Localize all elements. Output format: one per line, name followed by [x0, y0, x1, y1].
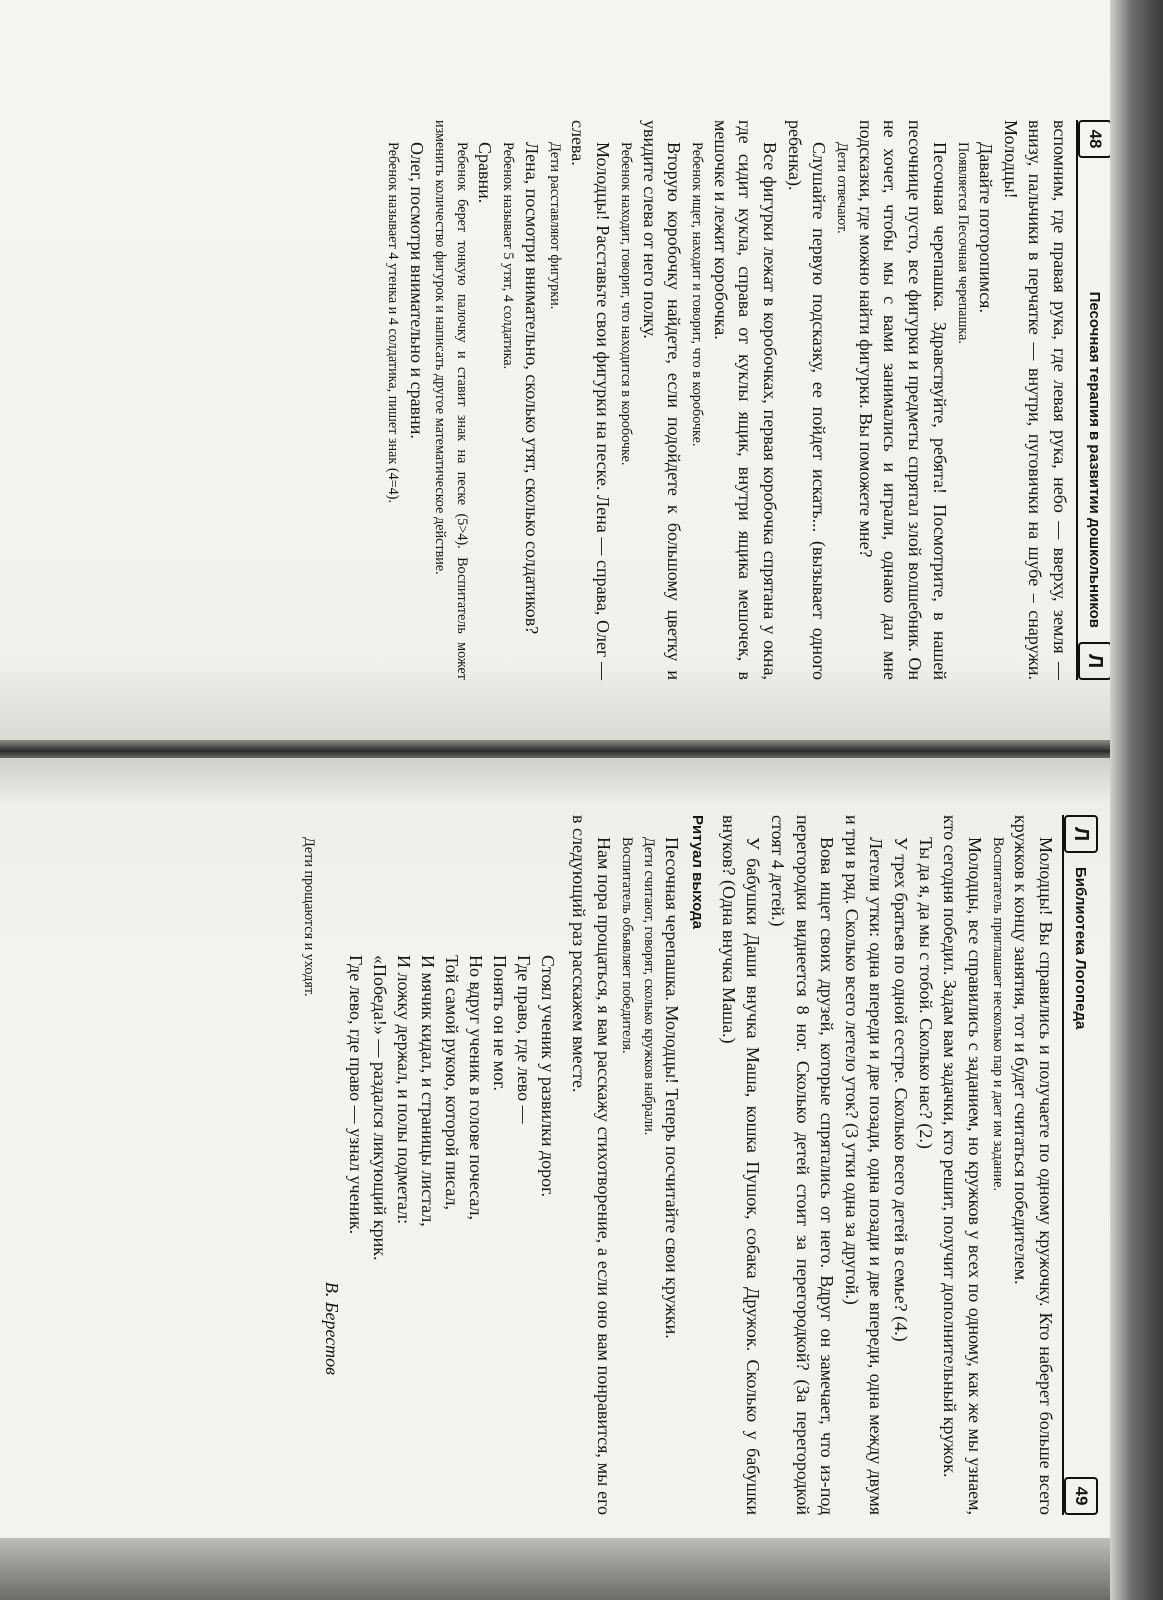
- stage-direction: Ребенок называет 5 утят, 4 солдатика.: [500, 142, 517, 370]
- poem-line: И ложку держал, и полы подметал:: [394, 955, 415, 1225]
- paragraph: вспомним, где правая рука, где левая рука, небо — вверху, земля — внизу, пальчики в перчатке — внутри, пуговички на шубе – снаружи. Молодцы!: [1000, 120, 1070, 680]
- poem-line: Где право, где лево —: [514, 955, 535, 1124]
- stage-direction: Дети прощаются и уходят.: [300, 837, 317, 997]
- paragraph: Молодцы! Вы справились и получаете по одному кружочку. Кто наберет больше всего кружков к концу занятия, тот и будет считаться победителем.: [1011, 815, 1056, 1515]
- page-48: [0, 0, 1120, 745]
- paragraph: Молодцы! Расставьте свои фигурки на песке. Лена — справа, Олег — слева.: [568, 120, 614, 680]
- stage-direction: Дети отвечают.: [834, 142, 851, 234]
- series-badge: Л: [1078, 642, 1112, 680]
- section-title: Ритуал выхода: [689, 815, 707, 929]
- page-number: 48: [1078, 120, 1112, 158]
- paragraph: Песочная черепашка. Здравствуйте, ребята! Посмотрите, в нашей песочнице пусто, все фигурки и предметы спрятал злой волшебник. Он не хочет, чтобы мы с вами занимались и играли, однако дал мне подсказки, где можно найти фигурки. Вы поможете мне?: [855, 120, 950, 680]
- page-49-header: [1062, 815, 1098, 1515]
- paragraph: Все фигурки лежат в коробочках, первая коробочка спрятана у окна, где сидит кукла, справа от куклы ящик, внутри ящика мешочек, в мешочке и лежит коробочка.: [710, 120, 781, 680]
- stage-direction: Ребенок берет тонкую палочку и ставит знак на песке (5>4). Воспитатель может изменить количество фигурок и написать другое математическое действие.: [431, 120, 470, 680]
- stage-direction: Ребенок называет 4 утенка и 4 солдатика, пишет знак (4=4).: [385, 142, 402, 504]
- paragraph: Давайте поторопимся.: [976, 142, 997, 313]
- poem-author: В. Берестов: [322, 1281, 343, 1375]
- poem-line: Стоял ученик у развилки дорог.: [538, 955, 559, 1197]
- poem: [345, 955, 561, 1515]
- running-title: Библиотека Логопеда: [1072, 867, 1090, 1030]
- riddle: Вова ищет своих друзей, которые спрятались от него. Вдруг он замечает, что из-под перегородки виднеется 8 ног. Сколько детей стоит за перегородкой? (За перегородкой стоят 4 детей.): [768, 815, 838, 1515]
- riddle: Ты да я, да мы с тобой. Сколько нас? (2.): [915, 837, 936, 1149]
- book-bottom-edge: [0, 1538, 1110, 1600]
- paragraph: Молодцы, все справились с заданием, но кружков у всех по одному, как же мы узнаем, кто сегодня победил. Задам вам задачки, кто решит, получит дополнительный кружок.: [940, 815, 985, 1515]
- paragraph: Олег, посмотри внимательно и сравни.: [406, 142, 427, 439]
- stage-direction: Ребенок ищет, находит и говорит, что в коробочке.: [689, 142, 706, 447]
- page-number: 49: [1064, 1477, 1098, 1515]
- stage-direction: Дети расставляют фигурки.: [546, 142, 563, 310]
- poem-line: Где лево, где право — узнал ученик.: [346, 955, 367, 1235]
- book-right-edge: [1110, 0, 1163, 1600]
- series-badge: Л: [1064, 815, 1098, 853]
- poem-line: Понять он не мог.: [490, 955, 511, 1091]
- stage-direction: Воспитатель объявляет победителя.: [618, 837, 635, 1054]
- stage-direction: Воспитатель приглашает несколько пар и дает им задание.: [989, 837, 1006, 1192]
- poem-line: Той самой рукою, которой писал,: [442, 955, 463, 1210]
- stage-direction: Дети считают, говорят, сколько кружков набрали.: [640, 837, 657, 1136]
- riddle: У бабушки Даши внучка Маша, кошка Пушок, собака Дружок. Сколько у бабушки внуков? (Одна внучка Маша.): [718, 815, 764, 1515]
- paragraph: Лена, посмотри внимательно, сколько утят, сколько солдатиков?: [521, 142, 542, 635]
- poem-line: «Победа!» — раздался ликующий крик.: [370, 955, 391, 1261]
- paragraph: Сравни.: [475, 142, 496, 204]
- paragraph: Вторую коробочку найдете, если подойдете к большому цветку и увидите слева от него полку.: [639, 120, 685, 680]
- page-49-text-frame: [98, 805, 1098, 1525]
- riddle: Летели утки: одна впереди и две позади, одна позади и две впереди, одна между двумя и три в ряд. Сколько всего летело уток? (3 утки одна за другой.): [841, 815, 887, 1515]
- stage-direction: Появляется Песочная черепашка.: [954, 142, 971, 344]
- running-title: Песочная терапия в развитии дошкольников: [1086, 291, 1104, 628]
- riddle: У трех братьев по одной сестре. Сколько всего детей в семье? (4.): [891, 837, 912, 1342]
- paragraph: Песочная черепашка. Молодцы! Теперь посчитайте свои кружки.: [662, 837, 683, 1339]
- page-48-text-frame: [102, 110, 1112, 690]
- poem-line: И мячик кидал, и страницы листал,: [418, 955, 439, 1227]
- paragraph: Нам пора прощаться, я вам расскажу стихотворение, а если оно вам понравится, мы его в следующий раз расскажем вместе.: [569, 815, 614, 1515]
- stage-direction: Ребенок находит, говорит, что находится в коробочке.: [618, 142, 635, 466]
- paragraph: Слушайте первую подсказку, ее пойдет искать... (вызывает одного ребенка).: [784, 120, 830, 680]
- poem-line: Но вдруг ученик в голове почесал,: [466, 955, 487, 1220]
- page-48-header: [1076, 120, 1112, 680]
